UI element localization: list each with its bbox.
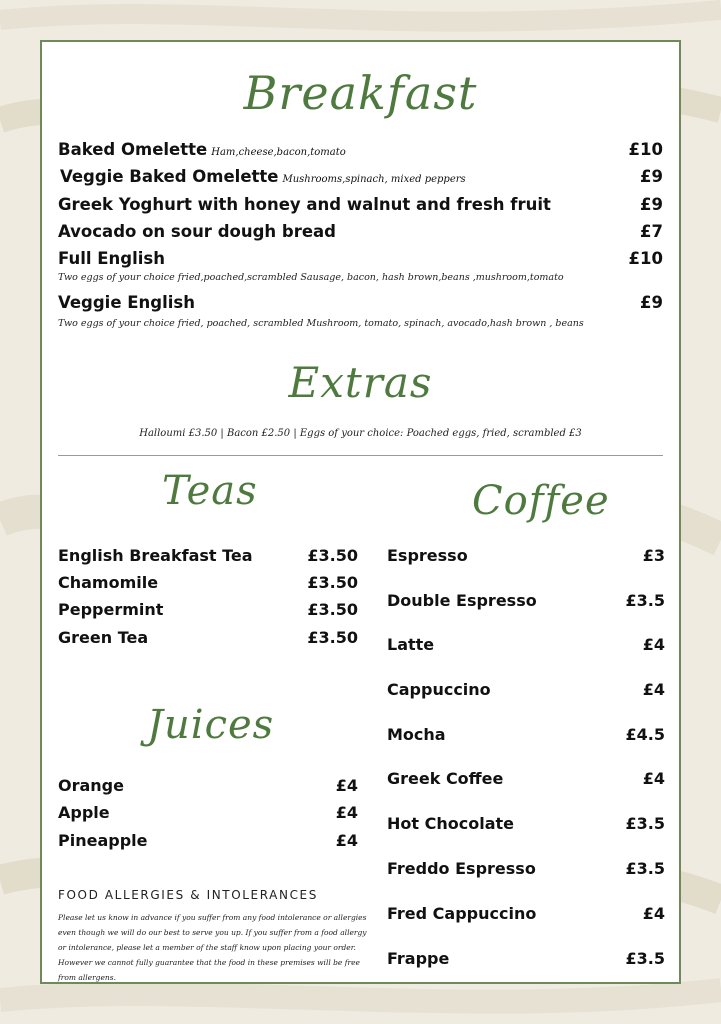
breakfast-heading: Breakfast [243,66,478,120]
item-name: Veggie Baked Omelette [60,167,279,186]
item-name: Orange [58,776,124,795]
item-name: Pineapple [58,831,148,850]
extras-line: Halloumi £3.50 | Bacon £2.50 | Eggs of your choice: Poached eggs, fried, scrambled £3 [139,428,582,439]
juices-heading: Juices [147,702,275,748]
item-price: £4 [642,635,665,654]
item-price: £7 [640,222,663,241]
item-price: £3.50 [307,573,358,592]
menu-item [58,600,358,622]
extras-heading: Extras [288,358,433,407]
menu-item [387,949,665,971]
menu-item [58,831,358,853]
menu-item [58,628,358,650]
menu-item [58,195,663,219]
item-description: Two eggs of your choice fried, poached, scrambled Mushroom, tomato, spinach, avocado,hash brown , beans [58,318,584,329]
item-price: £3.5 [625,814,665,833]
menu-item [58,293,663,317]
menu-item [387,769,665,791]
coffee-heading: Coffee [472,478,610,524]
teas-heading: Teas [162,468,258,514]
item-price: £3.5 [625,591,665,610]
item-name: Greek Yoghurt with honey and walnut and fresh fruit [58,195,551,214]
item-name: Apple [58,803,110,822]
menu-item [387,546,665,568]
item-price: £4 [335,803,358,822]
menu-item [387,725,665,747]
item-price: £4 [642,904,665,923]
item-description: Ham,cheese,bacon,tomato [211,147,346,158]
menu-item [58,249,663,273]
allergies-text: Please let us know in advance if you suffer from any food intolerance or allergies even though we will do our best to serve you up. If you suffer from a food allergy or intolerance, please let a member of the staff know upon placing your order. However we cannot fully guarantee that the food in these premises will be free from allergens. [58,913,367,982]
menu-item [387,814,665,836]
menu-item [387,635,665,657]
item-name: Veggie English [58,293,195,312]
menu-item [387,680,665,702]
item-name: Espresso [387,546,468,565]
item-name: Hot Chocolate [387,814,514,833]
allergies-title: FOOD ALLERGIES & INTOLERANCES [58,888,318,902]
menu-item [58,546,358,568]
menu-item [58,222,663,246]
item-price: £9 [640,195,663,214]
menu-item [58,167,663,191]
menu-item [58,573,358,595]
item-price: £3.50 [307,600,358,619]
item-name: Double Espresso [387,591,537,610]
item-name: Peppermint [58,600,164,619]
item-name: Cappuccino [387,680,491,699]
item-price: £3.50 [307,546,358,565]
item-name: Latte [387,635,435,654]
item-name: English Breakfast Tea [58,546,253,565]
item-price: £4 [642,680,665,699]
menu-item [387,591,665,613]
item-price: £4 [335,776,358,795]
item-price: £4 [335,831,358,850]
item-price: £3.5 [625,859,665,878]
item-name: Freddo Espresso [387,859,536,878]
item-name: Baked Omelette [58,140,208,159]
item-price: £9 [640,293,663,312]
item-name: Mocha [387,725,446,744]
item-price: £3.5 [625,949,665,968]
item-price: £9 [640,167,663,186]
item-name: Chamomile [58,573,159,592]
item-price: £10 [628,140,663,159]
menu-card [40,40,681,984]
item-price: £3.50 [307,628,358,647]
menu-item [58,803,358,825]
menu-item [58,776,358,798]
item-description: Mushrooms,spinach, mixed peppers [282,174,466,185]
item-description: Two eggs of your choice fried,poached,scrambled Sausage, bacon, hash brown,beans ,mushroom,tomato [58,272,564,283]
item-price: £3 [642,546,665,565]
item-price: £10 [628,249,663,268]
item-name: Fred Cappuccino [387,904,537,923]
item-name: Greek Coffee [387,769,504,788]
item-price: £4.5 [625,725,665,744]
menu-item [58,140,663,164]
item-price: £4 [642,769,665,788]
item-name: Green Tea [58,628,149,647]
menu-item [387,904,665,926]
section-divider [58,455,663,456]
item-name: Frappe [387,949,450,968]
item-name: Avocado on sour dough bread [58,222,336,241]
item-name: Full English [58,249,165,268]
menu-item [387,859,665,881]
